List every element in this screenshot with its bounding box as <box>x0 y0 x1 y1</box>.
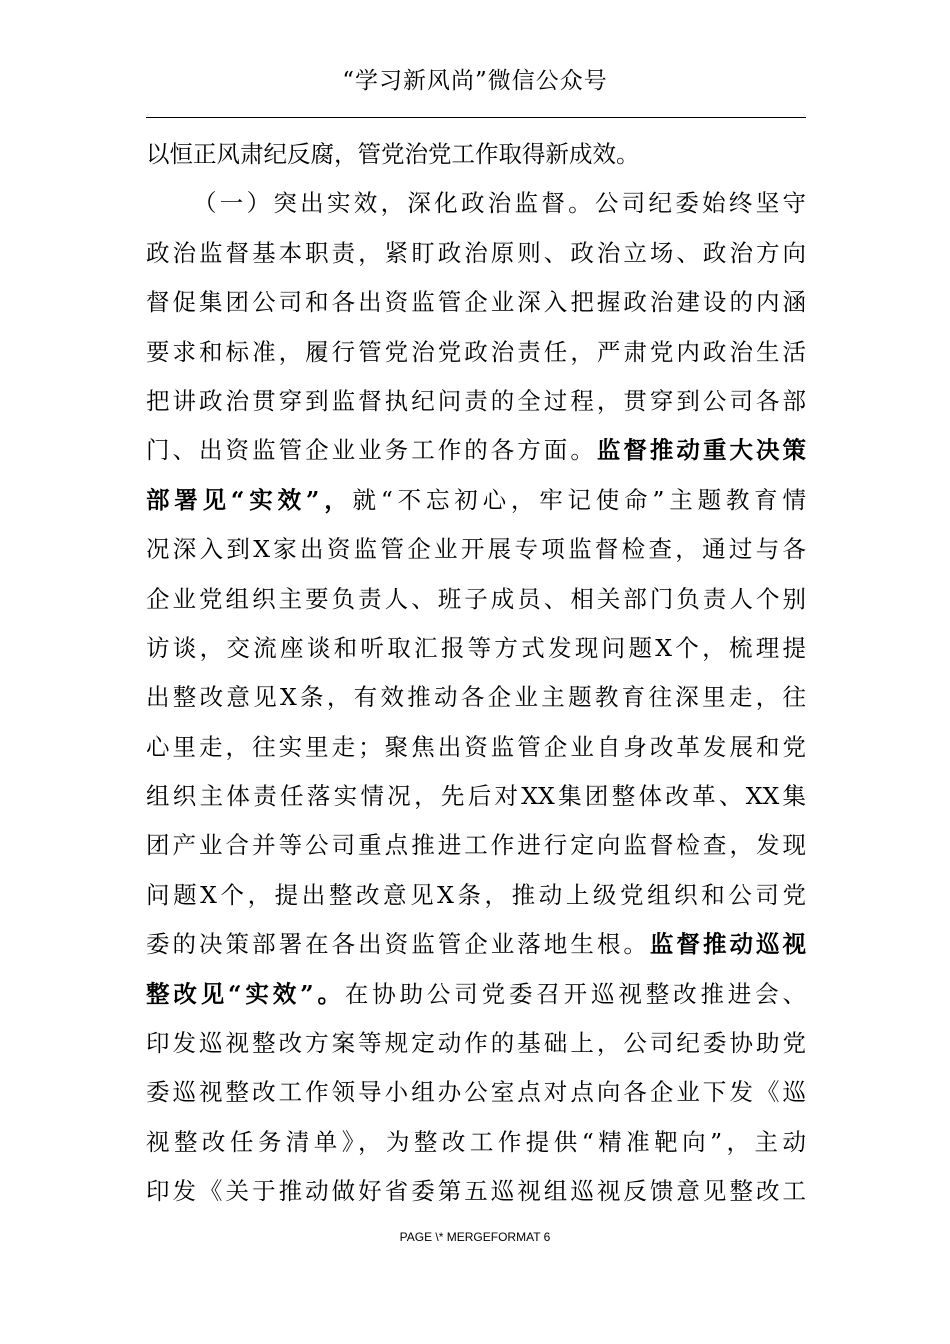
bold-subheading: 监督推动重大决策 <box>596 436 807 465</box>
section-heading-line: （一）突出实效，深化政治监督。公司纪委始终坚守 <box>193 189 806 218</box>
body-line: 访谈，交流座谈和听取汇报等方式发现问题X个，梳理提 <box>146 633 806 662</box>
body-line: 团产业合并等公司重点推进工作进行定向监督检查，发现 <box>146 831 806 860</box>
body-line: 况深入到X家出资监管企业开展专项监督检查，通过与各 <box>146 535 806 564</box>
bold-subheading: 整改见“实效”。 <box>146 979 345 1008</box>
body-line: 印发《关于推动做好省委第五巡视组巡视反馈意见整改工 <box>146 1177 806 1206</box>
page-header-title: “学习新风尚”微信公众号 <box>342 68 608 94</box>
body-line: 政治监督基本职责，紧盯政治原则、政治立场、政治方向 <box>146 238 806 267</box>
body-line <box>146 970 806 1019</box>
document-body <box>146 130 806 1217</box>
body-line: 心里走，往实里走；聚焦出资监管企业自身改革发展和党 <box>146 732 806 761</box>
body-line: 印发巡视整改方案等规定动作的基础上，公司纪委协助党 <box>146 1029 806 1058</box>
body-line <box>146 476 806 525</box>
bold-subheading: 部署见“实效”， <box>146 485 353 514</box>
body-line: 把讲政治贯穿到监督执纪问责的全过程，贯穿到公司各部 <box>146 386 806 415</box>
body-line <box>146 920 806 969</box>
body-line <box>146 426 806 475</box>
body-text-run: 在协助公司党委召开巡视整改推进会、 <box>344 979 806 1008</box>
body-line: 问题X个，提出整改意见X条，推动上级党组织和公司党 <box>146 880 806 909</box>
body-line: 出整改意见X条，有效推动各企业主题教育往深里走，往 <box>146 683 806 712</box>
header-divider <box>146 117 806 118</box>
body-line: 督促集团公司和各出资监管企业深入把握政治建设的内涵 <box>146 288 806 317</box>
bold-subheading: 监督推动巡视 <box>649 930 807 959</box>
body-line: 企业党组织主要负责人、班子成员、相关部门负责人个别 <box>146 584 806 613</box>
body-text-run: 就“不忘初心，牢记使命”主题教育情 <box>352 485 806 514</box>
body-text-run: 委的决策部署在各出资监管企业落地生根。 <box>146 930 650 959</box>
page-number-field: PAGE \* MERGEFORMAT 6 <box>399 1230 551 1244</box>
body-line: 组织主体责任落实情况，先后对XX集团整体改革、XX集 <box>146 782 806 811</box>
body-line: 委巡视整改工作领导小组办公室点对点向各企业下发《巡 <box>146 1078 806 1107</box>
body-line: 要求和标准，履行管党治党政治责任，严肃党内政治生活 <box>146 337 806 366</box>
body-text-run: 门、出资监管企业业务工作的各方面。 <box>146 436 597 465</box>
body-line: 以恒正风肃纪反腐，管党治党工作取得新成效。 <box>146 140 640 168</box>
body-line: 视整改任务清单》，为整改工作提供“精准靶向”，主动 <box>146 1127 806 1156</box>
